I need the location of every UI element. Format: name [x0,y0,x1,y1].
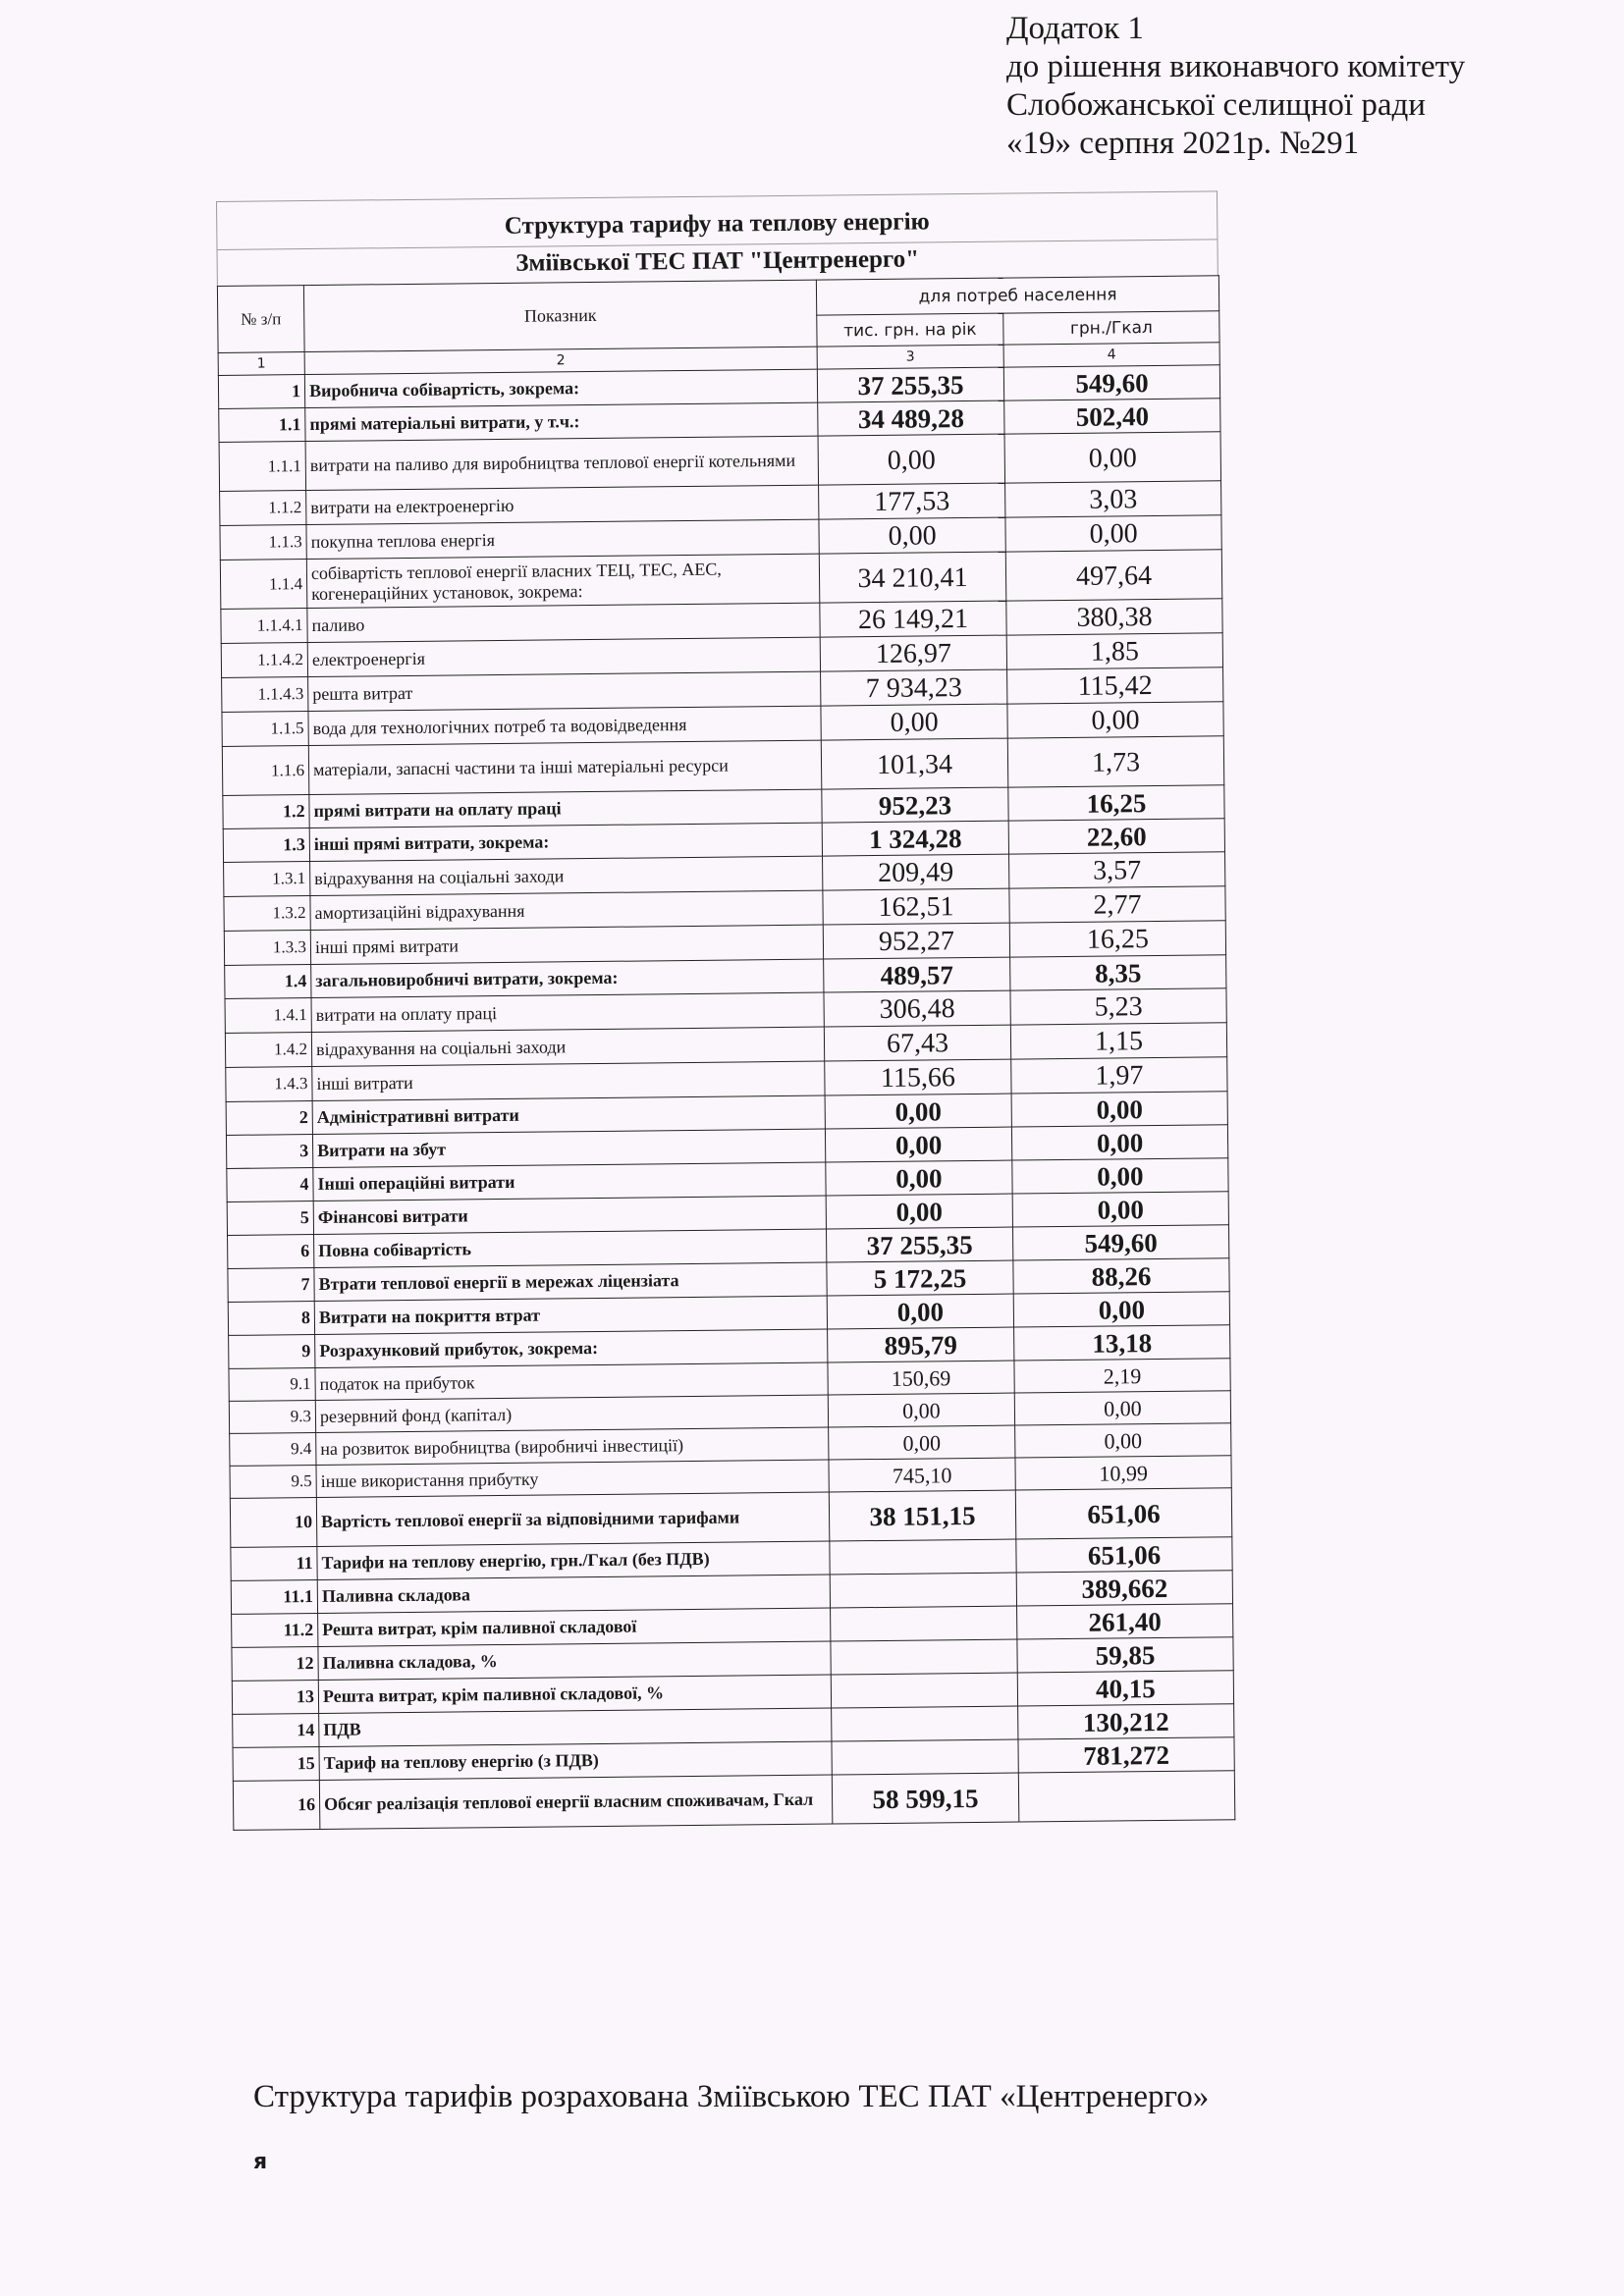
row-value-per-gcal: 59,85 [1017,1637,1233,1673]
row-value-per-gcal: 2,77 [1009,886,1225,923]
col-number-2: 2 [304,347,817,374]
footer-note: Структура тарифів розрахована Зміївською ТЕС ПАТ «Центренерго» [253,2079,1210,2114]
row-number: 1.1.6 [222,746,309,796]
row-indicator: Фінансові витрати [313,1196,826,1234]
row-indicator: витрати на електроенергію [306,485,819,524]
row-value-per-year: 37 255,35 [817,367,1003,402]
row-indicator: Обсяг реалізація теплової енергії власним споживачам, Гкал [319,1775,832,1829]
row-number: 8 [228,1302,314,1336]
row-value-per-gcal: 0,00 [1004,432,1221,483]
row-indicator: відрахування на соціальні заходи [310,856,823,895]
row-indicator: прямі витрати на оплату праці [309,789,822,828]
row-value-per-year: 177,53 [819,483,1005,519]
row-number: 11 [231,1546,317,1580]
row-number: 9.1 [229,1368,315,1402]
row-indicator: Тариф на теплову енергію (з ПДВ) [319,1741,832,1780]
row-value-per-gcal: 389,662 [1016,1571,1232,1606]
row-value-per-gcal: 651,06 [1016,1537,1232,1573]
row-value-per-year: 101,34 [821,738,1008,789]
row-number: 14 [233,1713,319,1747]
row-number: 1.3.2 [224,896,310,932]
table-title-box [216,190,1218,286]
row-number: 13 [232,1680,318,1714]
row-number: 1 [218,375,304,409]
row-indicator: Витрати на покриття втрат [314,1296,827,1334]
row-number: 1.1.4 [220,560,307,610]
row-number: 9.5 [230,1466,316,1499]
row-value-per-year: 58 599,15 [832,1773,1019,1824]
row-number: 1.1.3 [220,525,306,561]
row-value-per-year: 67,43 [824,1025,1010,1061]
row-value-per-year: 0,00 [818,434,1005,485]
row-number: 1.3.3 [224,931,310,966]
row-indicator: Втрати теплової енергії в мережах ліцензіата [314,1262,827,1301]
row-number: 15 [233,1746,319,1781]
row-value-per-gcal: 261,40 [1017,1604,1233,1639]
row-indicator: ПДВ [319,1708,832,1746]
row-value-per-year: 37 255,35 [826,1227,1012,1262]
row-value-per-year: 952,23 [822,787,1008,823]
row-value-per-gcal: 1,73 [1007,736,1224,787]
col-number-1: 1 [218,352,304,376]
row-number: 12 [232,1646,318,1681]
row-value-per-gcal: 13,18 [1014,1325,1230,1361]
row-value-per-gcal: 16,25 [1008,785,1224,821]
row-value-per-gcal: 22,60 [1008,819,1224,854]
row-value-per-year: 0,00 [825,1094,1011,1129]
row-indicator: електроенергія [307,637,820,676]
row-value-per-year: 150,69 [828,1361,1014,1395]
row-number: 11.1 [231,1579,317,1614]
row-value-per-year: 162,51 [823,888,1009,925]
row-value-per-gcal: 380,38 [1006,599,1222,635]
row-value-per-gcal: 1,15 [1010,1023,1226,1059]
row-number: 9.4 [230,1433,316,1467]
row-indicator: Вартість теплової енергії за відповідними тарифами [316,1492,829,1546]
row-value-per-year: 34 210,41 [819,552,1006,603]
header-col4: грн./Гкал [1003,311,1219,345]
row-value-per-gcal: 0,00 [1007,702,1223,738]
row-value-per-gcal: 0,00 [1012,1158,1228,1194]
row-indicator: на розвиток виробництва (виробничі інвестиції) [316,1427,829,1465]
row-value-per-year: 0,00 [825,1127,1011,1162]
row-indicator: собівартість теплової енергії власних ТЕЦ, ТЕС, АЕС, когенераційних установок, зокрема: [306,554,819,608]
row-value-per-gcal: 497,64 [1005,550,1222,601]
header-group: для потреб населення [816,276,1218,315]
table-title: Структура тарифу на теплову енергію [217,191,1217,250]
annex-line-4: «19» серпня 2021р. №291 [1006,126,1360,161]
row-indicator: амортизаційні відрахування [310,890,823,930]
row-value-per-gcal [1018,1771,1235,1822]
row-number: 16 [233,1780,320,1830]
row-value-per-year: 895,79 [828,1327,1014,1362]
annex-line-2: до рішення виконавчого комітету [1006,49,1466,84]
row-number: 1.1 [219,408,305,443]
row-number: 10 [230,1498,317,1548]
row-number: 4 [227,1168,313,1202]
row-number: 2 [226,1101,312,1136]
row-indicator: резервний фонд (капітал) [315,1395,828,1432]
row-indicator: Виробнича собівартість, зокрема: [304,369,817,407]
row-value-per-year: 209,49 [823,854,1009,890]
header-indicator: Показник [303,280,817,351]
row-value-per-gcal: 16,25 [1009,921,1225,957]
corner-mark: я [253,2150,268,2174]
row-indicator: Паливна складова, % [318,1641,831,1680]
row-value-per-gcal: 115,42 [1007,667,1223,704]
row-value-per-year: 306,48 [824,990,1010,1027]
row-value-per-year [831,1673,1017,1708]
row-indicator: витрати на оплату праці [311,992,824,1032]
row-number: 1.1.2 [220,491,306,526]
row-value-per-gcal: 0,00 [1011,1125,1227,1160]
row-value-per-year [832,1739,1018,1775]
row-indicator: податок на прибуток [315,1362,828,1400]
row-value-per-year: 952,27 [823,923,1009,959]
row-indicator: Решта витрат, крім паливної складової, % [318,1675,831,1713]
row-indicator: витрати на паливо для виробництва теплової енергії котельнями [305,436,818,490]
row-value-per-year: 7 934,23 [821,669,1007,706]
row-value-per-gcal: 0,00 [1013,1292,1229,1327]
row-number: 1.1.1 [219,442,306,492]
header-no: № з/п [217,286,304,353]
row-value-per-year: 745,10 [829,1458,1015,1492]
row-value-per-year: 115,66 [825,1059,1011,1095]
row-value-per-gcal: 502,40 [1004,399,1220,434]
row-indicator: Витрати на збут [312,1129,825,1167]
row-indicator: Адміністративні витрати [312,1095,825,1134]
row-indicator: решта витрат [308,671,821,711]
row-value-per-gcal: 0,00 [1012,1192,1228,1227]
annex-line-3: Слобожанської селищної ради [1006,87,1426,123]
row-value-per-gcal: 3,57 [1009,852,1225,888]
annex-header [1006,10,1465,163]
row-number: 1.3 [223,828,309,863]
row-value-per-gcal: 0,00 [1014,1391,1230,1425]
row-value-per-gcal: 1,97 [1011,1057,1227,1094]
header-col3: тис. грн. на рік [817,313,1003,347]
row-value-per-year: 0,00 [826,1194,1012,1229]
row-indicator: матеріали, запасні частини та інші матеріальні ресурси [308,740,821,794]
row-indicator: відрахування на соціальні заходи [311,1027,824,1066]
row-number: 1.4.2 [225,1033,311,1068]
annex-line-1: Додаток 1 [1006,11,1144,46]
row-value-per-year: 0,00 [829,1425,1015,1460]
row-number: 7 [228,1268,314,1303]
tariff-table [217,275,1235,1831]
row-indicator: Повна собівартість [314,1229,827,1267]
row-value-per-gcal: 651,06 [1015,1488,1232,1539]
row-value-per-gcal: 0,00 [1011,1092,1227,1127]
row-indicator: Тарифи на теплову енергію, грн./Гкал (без ПДВ) [317,1541,830,1579]
row-value-per-year: 0,00 [819,517,1005,554]
row-number: 11.2 [232,1613,318,1647]
row-value-per-year [832,1706,1018,1741]
row-number: 6 [228,1235,314,1269]
row-value-per-gcal: 549,60 [1003,365,1219,400]
row-value-per-gcal: 40,15 [1017,1671,1233,1706]
row-number: 1.4.3 [226,1067,312,1102]
row-value-per-year: 5 172,25 [827,1260,1013,1296]
row-indicator: Розрахунковий прибуток, зокрема: [315,1329,828,1367]
row-value-per-gcal: 0,00 [1015,1423,1231,1458]
row-number: 1.1.4.1 [221,609,307,644]
row-value-per-year: 1 324,28 [822,821,1008,856]
row-value-per-gcal: 781,272 [1018,1737,1234,1773]
row-value-per-year [830,1573,1016,1608]
row-value-per-year: 0,00 [826,1160,1012,1196]
row-value-per-gcal: 10,99 [1015,1456,1231,1490]
col-number-4: 4 [1003,343,1219,367]
table-body [218,365,1234,1831]
row-indicator: інші прямі витрати [310,925,823,964]
row-value-per-gcal: 2,19 [1014,1359,1230,1393]
row-number: 1.1.4.3 [222,677,308,713]
row-value-per-year [831,1606,1017,1641]
row-indicator: Паливна складова [317,1575,830,1613]
row-value-per-gcal: 5,23 [1010,988,1226,1025]
row-number: 1.1.4.2 [221,643,307,678]
row-number: 1.3.1 [224,862,310,897]
row-indicator: інші прямі витрати, зокрема: [309,823,822,861]
tariff-sheet [216,190,1234,1831]
row-value-per-year [830,1539,1016,1575]
row-number: 1.4 [225,965,311,999]
row-value-per-year: 126,97 [820,635,1006,671]
row-number: 1.2 [223,795,309,829]
row-value-per-gcal: 8,35 [1010,955,1226,990]
row-value-per-gcal: 549,60 [1012,1225,1228,1260]
row-number: 1.4.1 [225,998,311,1034]
table-subtitle: Зміївської ТЕС ПАТ "Центренерго" [515,245,920,277]
row-value-per-year: 0,00 [827,1294,1013,1329]
row-value-per-year [831,1639,1017,1675]
row-number: 3 [226,1135,312,1169]
row-indicator: прямі матеріальні витрати, у т.ч.: [305,402,818,441]
table-row [233,1771,1234,1831]
row-value-per-year: 34 489,28 [818,400,1004,436]
row-value-per-gcal: 0,00 [1005,515,1221,552]
row-value-per-year: 489,57 [824,957,1010,992]
row-value-per-gcal: 1,85 [1006,633,1222,669]
row-number: 9 [229,1335,315,1369]
row-indicator: вода для технологічних потреб та водовідведення [308,706,821,745]
row-indicator: покупна теплова енергія [306,519,819,559]
row-value-per-year: 26 149,21 [820,601,1006,637]
col-number-3: 3 [817,345,1003,369]
row-indicator: Інші операційні витрати [313,1162,826,1201]
row-number: 5 [227,1201,313,1236]
row-number: 9.3 [229,1401,315,1434]
row-indicator: інше використання прибутку [316,1460,829,1497]
row-indicator: Решта витрат, крім паливної складової [318,1608,831,1646]
row-indicator: загальновиробничі витрати, зокрема: [311,959,824,997]
row-number: 1.1.5 [222,712,308,747]
row-value-per-year: 0,00 [828,1393,1014,1427]
row-indicator: паливо [307,603,820,642]
row-value-per-year: 0,00 [821,704,1007,740]
row-value-per-gcal: 88,26 [1013,1258,1229,1294]
row-value-per-gcal: 130,212 [1018,1704,1234,1739]
row-indicator: інші витрати [312,1061,825,1100]
row-value-per-year: 38 151,15 [829,1490,1016,1541]
row-value-per-gcal: 3,03 [1005,481,1221,517]
